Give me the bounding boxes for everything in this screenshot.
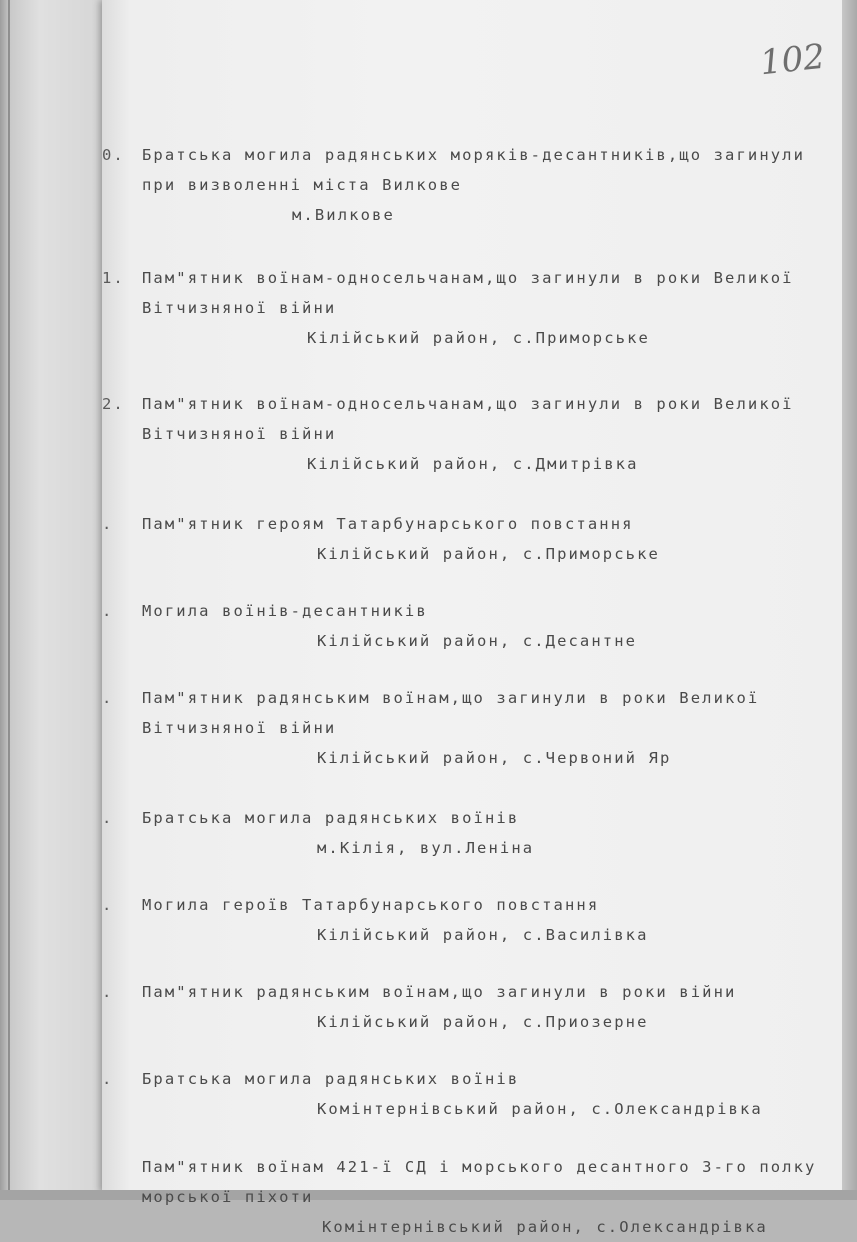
entry-number: 1. xyxy=(102,269,125,287)
entry-location: Комінтернівський район, с.Олександрівка xyxy=(322,1218,768,1236)
entry-number: . xyxy=(102,896,114,914)
entry-location: Комінтернівський район, с.Олександрівка xyxy=(317,1100,763,1118)
monument-entry xyxy=(102,389,812,479)
entry-title-line: при визволенні міста Вилкове xyxy=(142,176,463,194)
underlying-page-edge xyxy=(8,0,10,1200)
entry-title-line: Вітчизняної війни xyxy=(142,299,337,317)
entry-location: м.Кілія, вул.Леніна xyxy=(317,839,535,857)
entry-title-line: Могила героїв Татарбунарського повстання xyxy=(142,896,600,914)
entry-number: 0. xyxy=(102,146,125,164)
monument-entry xyxy=(102,1152,817,1242)
entry-location: Кілійський район, с.Приморське xyxy=(307,329,650,347)
underlying-page xyxy=(0,0,110,1200)
monument-entry xyxy=(102,803,812,863)
entry-title-line: Пам"ятник воїнам 421-ї СД і морського десантного 3-го полку xyxy=(142,1158,817,1176)
entry-number: . xyxy=(102,1070,114,1088)
monument-entry xyxy=(102,890,812,950)
entry-location: Кілійський район, с.Дмитрівка xyxy=(307,455,639,473)
monument-entry xyxy=(102,1064,812,1124)
entry-title-line: Пам"ятник воїнам-односельчанам,що загинули в роки Великої xyxy=(142,395,794,413)
entry-title-line: Пам"ятник радянським воїнам,що загинули в роки війни xyxy=(142,983,737,1001)
entry-title-line: Пам"ятник воїнам-односельчанам,що загинули в роки Великої xyxy=(142,269,794,287)
entry-title-line: Братська могила радянських моряків-десантників,що загинули xyxy=(142,146,806,164)
entry-location: Кілійський район, с.Десантне xyxy=(317,632,638,650)
entry-title-line: Братська могила радянських воїнів xyxy=(142,809,520,827)
entry-number: . xyxy=(102,602,114,620)
entry-title-line: Вітчизняної війни xyxy=(142,719,337,737)
monument-entry xyxy=(102,263,812,353)
entry-location: м.Вилкове xyxy=(292,206,395,224)
entry-number: . xyxy=(102,809,114,827)
monument-entry xyxy=(102,683,812,773)
entry-title-line: Братська могила радянських воїнів xyxy=(142,1070,520,1088)
entry-location: Кілійський район, с.Приозерне xyxy=(317,1013,649,1031)
entry-location: Кілійський район, с.Василівка xyxy=(317,926,649,944)
monument-entry xyxy=(102,140,812,230)
monument-list xyxy=(102,112,817,1242)
entry-title-line: морської піхоти xyxy=(142,1188,314,1206)
entry-number: . xyxy=(102,983,114,1001)
entry-location: Кілійський район, с.Приморське xyxy=(317,545,660,563)
entry-title-line: Пам"ятник радянським воїнам,що загинули в роки Великої xyxy=(142,689,760,707)
entry-number: . xyxy=(102,689,114,707)
entry-location: Кілійський район, с.Червоний Яр xyxy=(317,749,672,767)
entry-title-line: Пам"ятник героям Татарбунарського повстання xyxy=(142,515,634,533)
entry-number: . xyxy=(102,515,114,533)
folio-number: 102 xyxy=(758,36,827,84)
page-right-edge xyxy=(842,0,857,1200)
monument-entry xyxy=(102,596,812,656)
monument-entry xyxy=(102,509,812,569)
entry-number: 2. xyxy=(102,395,125,413)
entry-title-line: Могила воїнів-десантників xyxy=(142,602,428,620)
monument-entry xyxy=(102,977,812,1037)
entry-title-line: Вітчизняної війни xyxy=(142,425,337,443)
